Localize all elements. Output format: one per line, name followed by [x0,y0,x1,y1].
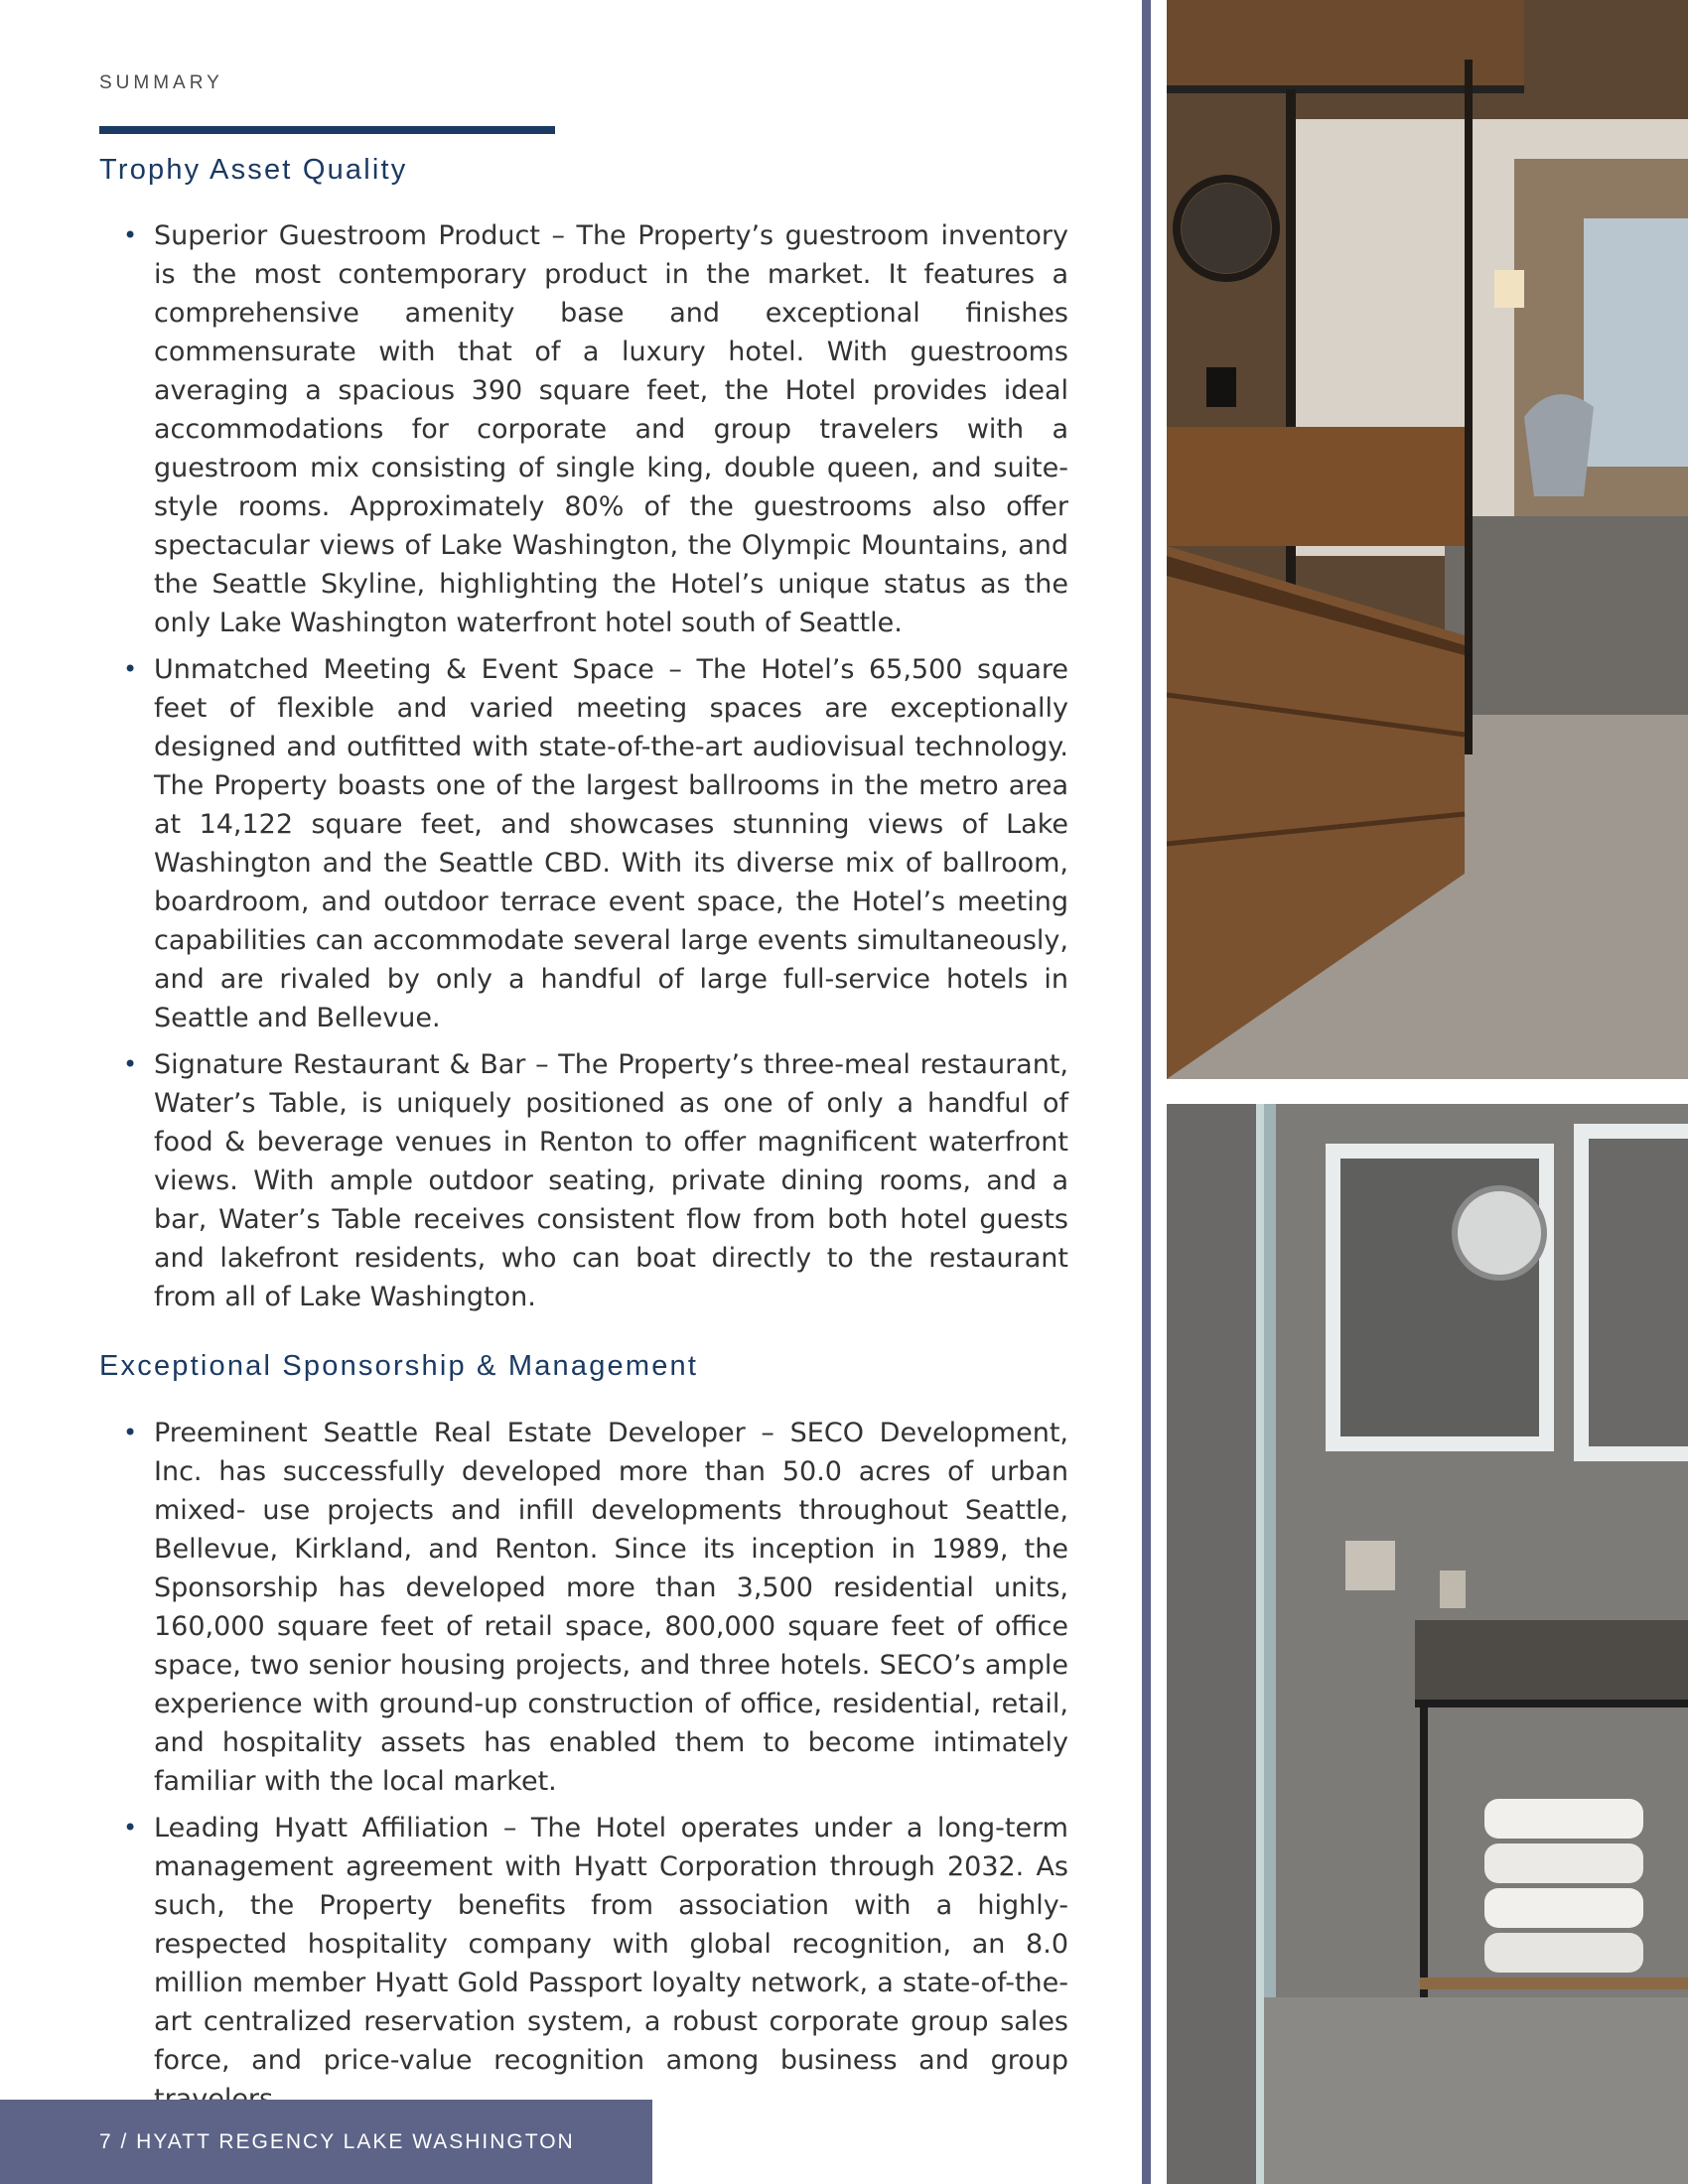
bullet-icon: • [123,1814,138,1842]
trophy-asset-list [123,216,1068,1324]
bullet-icon: • [123,1419,138,1446]
guestroom-illustration [1167,0,1688,1079]
section-title-trophy-asset: Trophy Asset Quality [99,154,408,186]
section-title-sponsorship: Exceptional Sponsorship & Management [99,1350,699,1382]
bathroom-illustration [1167,1104,1688,2184]
list-item [123,1414,1068,1801]
bathroom-photo [1167,1104,1688,2184]
bullet-icon: • [123,655,138,683]
bullet-text: Signature Restaurant & Bar – The Property’s three-meal restaurant, Water’s Table, is uniquely positioned as one of only a handful of food & beverage venues in Renton to offer magnificent waterfront views. With ample outdoor seating, private dining rooms, and a bar, Water’s Table receives consistent flow from both hotel guests and lakefront residents, who can boat directly to the restaurant from all of Lake Washington. [154,1049,1068,1312]
bullet-text: Unmatched Meeting & Event Space – The Hotel’s 65,500 square feet of flexible and varied meeting spaces are exceptionally designed and outfitted with state-of-the-art audiovisual technology. The Property boasts one of the largest ballrooms in the metro area at 14,122 square feet, and showcases stunning views of Lake Washington and the Seattle CBD. With its diverse mix of ballroom, boardroom, and outdoor terrace event space, the Hotel’s meeting capabilities can accommodate several large events simultaneously, and are rivaled by only a handful of large full-service hotels in Seattle and Bellevue. [154,654,1068,1033]
bullet-text: Leading Hyatt Affiliation – The Hotel operates under a long-term management agreement with Hyatt Corporation through 2032. As such, the Property benefits from association with a highly-respected hospitality company with global recognition, an 8.0 million member Hyatt Gold Passport loyalty network, a state-of-the-art centralized reservation system, a robust corporate group sales force, and price-value recognition among business and group [154,1813,1068,2076]
bullet-text: Superior Guestroom Product – The Property’s guestroom inventory is the most contemporary product in the market. It features a comprehensive amenity base and exceptional finishes commensurate with that of a luxury hotel. With guestrooms averaging a spacious 390 square feet, the Hotel provides ideal accommodations for corporate and group travelers with a guestroom mix consisting of single king, double queen, and suite-style rooms. Approximately 80% of the guestrooms also offer spectacular views of Lake Washington, the Olympic Mountains, and the Seattle Skyline, highlighting the Hotel’s unique status as the only Lake Washington waterfront hotel south of Seattle. [154,220,1068,638]
list-item [123,1809,1068,2118]
heading-rule [99,126,555,134]
list-item [123,650,1068,1037]
guestroom-photo [1167,0,1688,1079]
bullet-text: Preeminent Seattle Real Estate Developer – SECO Development, Inc. has successfully developed more than 50.0 acres of urban mixed- use projects and infill developments throughout Seattle, Bellevue, Kirkland, and Renton. Since its inception in 1989, the Sponsorship has developed more than 3,500 residential units, 160,000 square feet of retail space, 800,000 square feet of office space, two senior housing projects, and three hotels. SECO’s ample experience with ground-up construction of office, residential, retail, and hospitality assets has enabled them to become intimately familiar with the local market. [154,1418,1068,1797]
list-item [123,1045,1068,1316]
footer-page-label: 7 / HYATT REGENCY LAKE WASHINGTON [99,2130,575,2153]
sponsorship-list [123,1414,1068,2126]
vertical-divider [1142,0,1151,2184]
bullet-icon: • [123,221,138,249]
summary-eyebrow: SUMMARY [99,72,223,93]
list-item [123,216,1068,642]
bullet-icon: • [123,1050,138,1078]
